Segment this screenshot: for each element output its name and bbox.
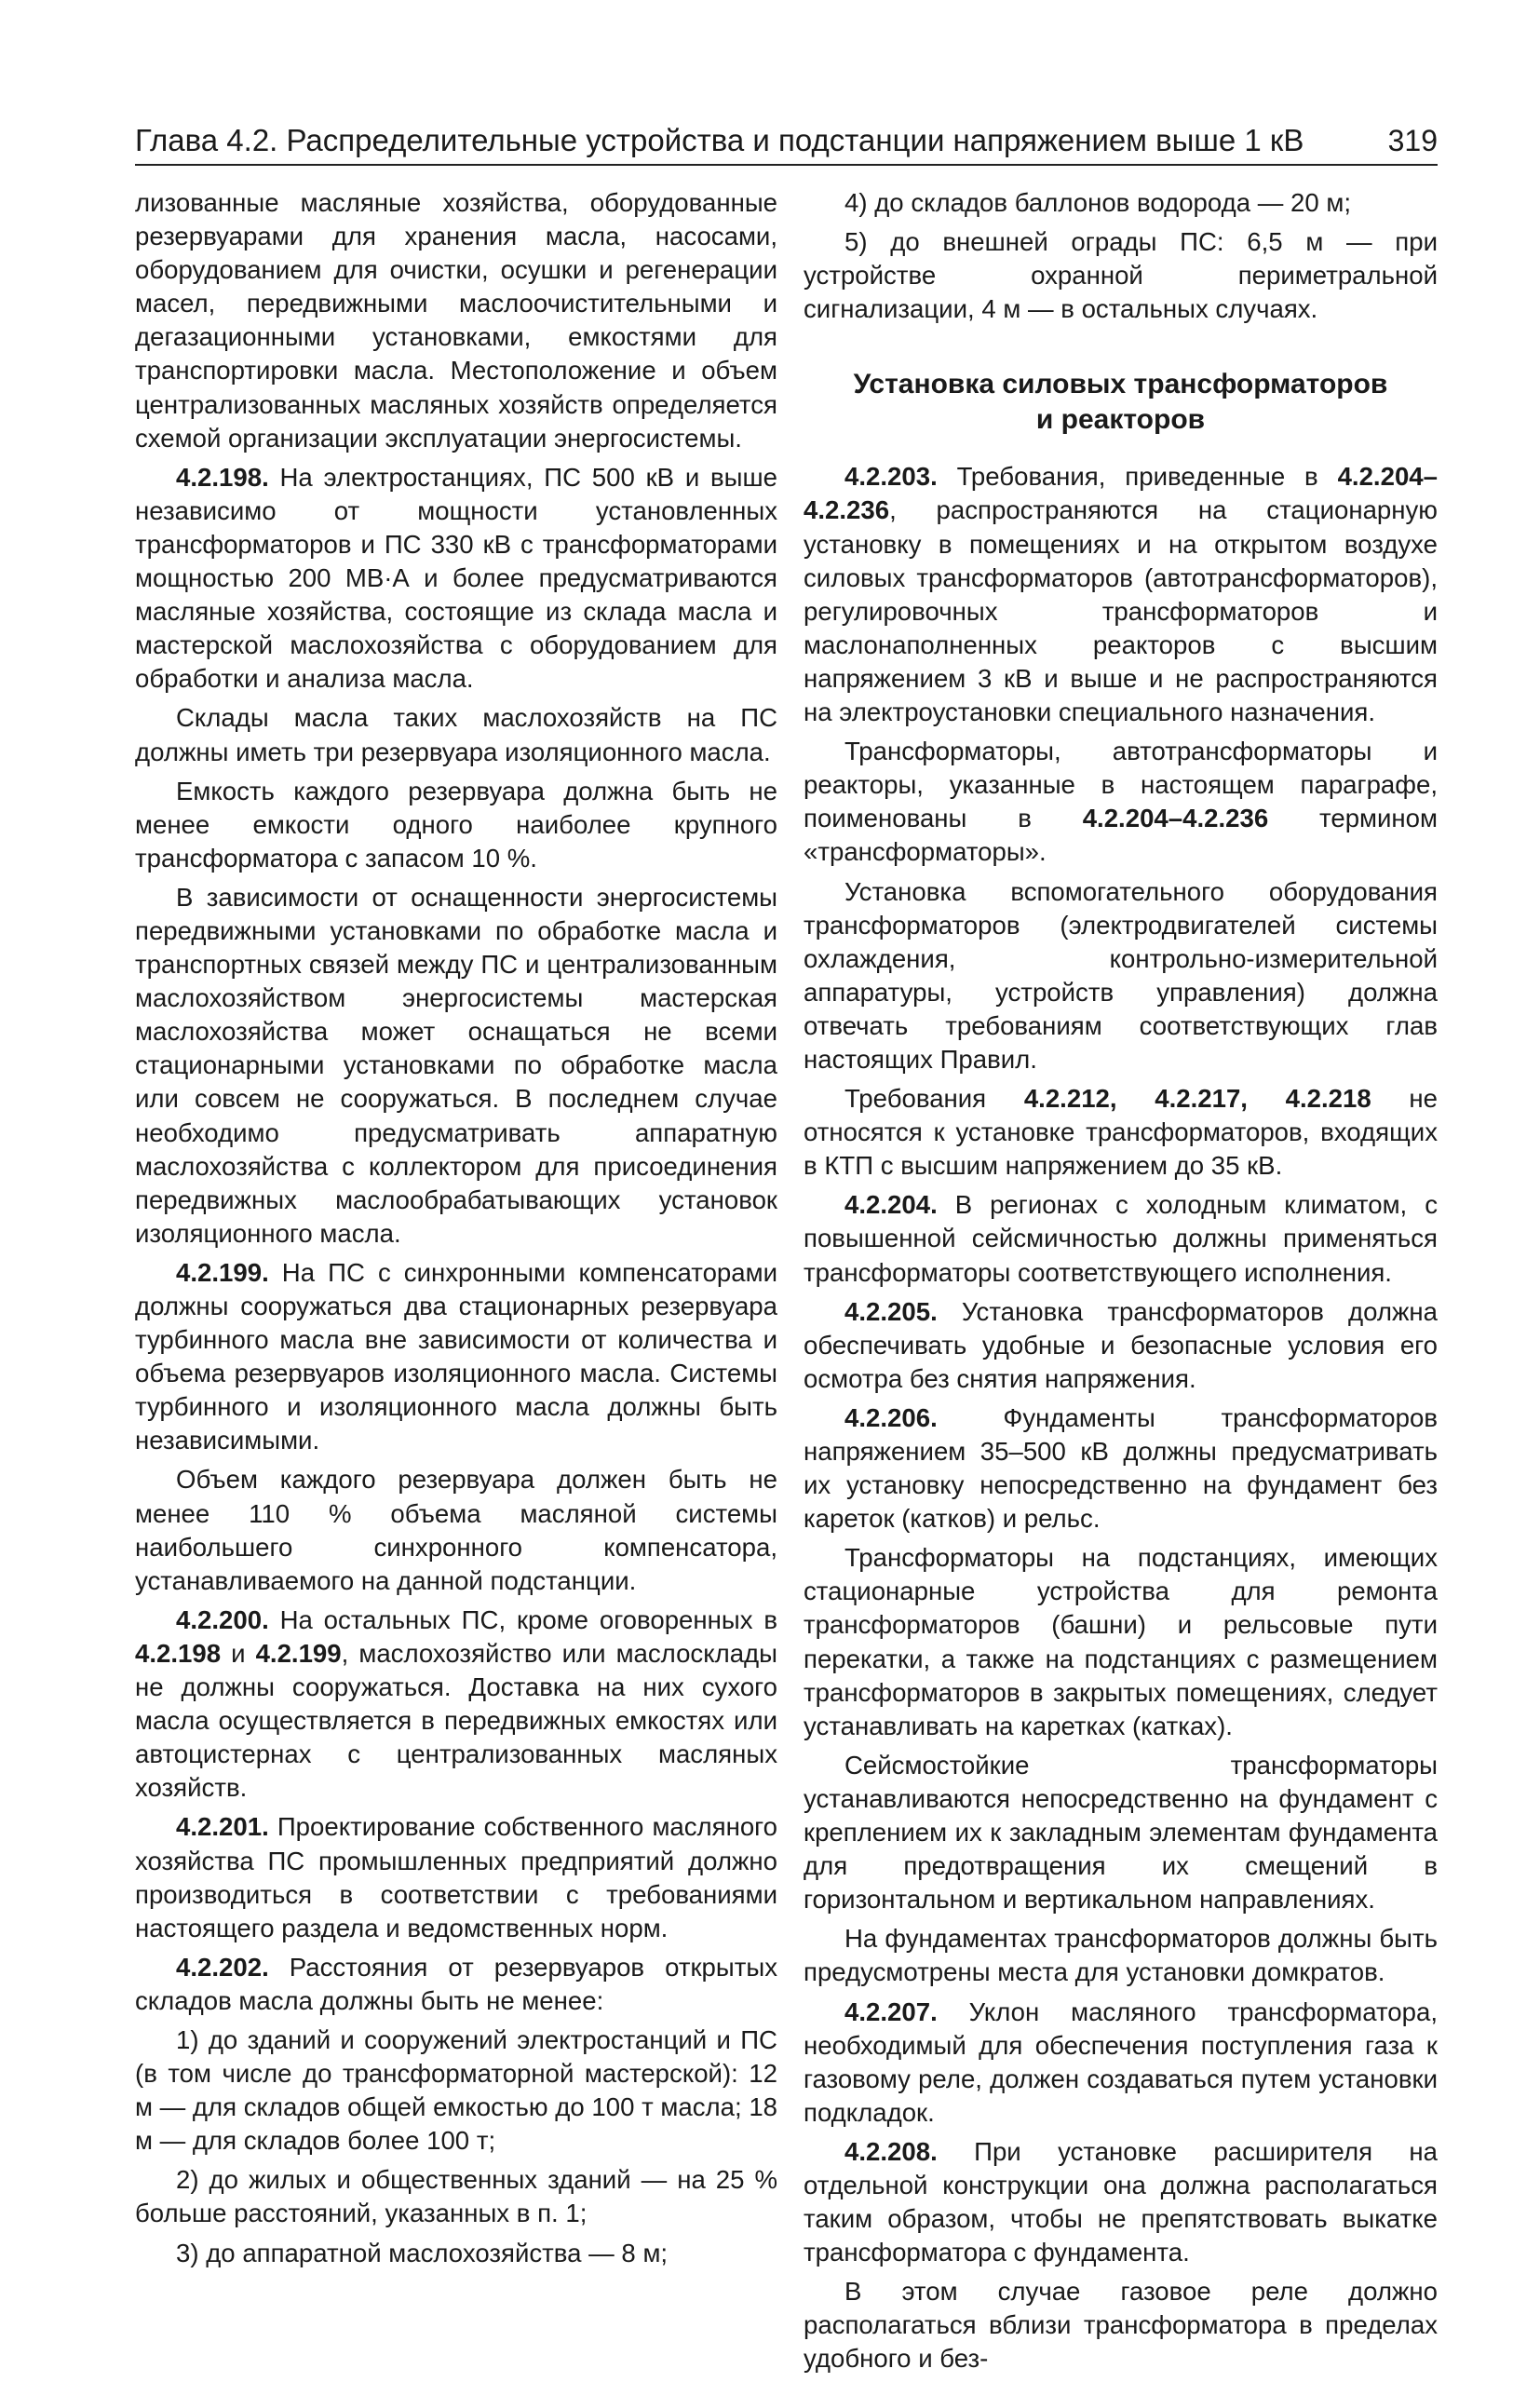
paragraph: В этом случае газовое реле должно располагаться вблизи трансформатора в пределах удобного и без-	[804, 2277, 1438, 2374]
clause-reference: 4.2.199	[255, 1638, 342, 1668]
paragraph-text: Фундаменты трансформаторов напряжением 35–500 кВ должны предусматривать их установку непосредственно на фундамент без кареток (катков) и рельс.	[804, 1402, 1438, 1534]
list-item: 3) до аппаратной маслохозяйства — 8 м;	[176, 2238, 669, 2267]
list-item: 2) до жилых и общественных зданий — на 25 % больше расстояний, указанных в п. 1;	[135, 2165, 777, 2228]
clause-number: 4.2.199.	[176, 1257, 269, 1287]
paragraph-text: Расстояния от резервуаров открытых складов масла должны быть не менее:	[135, 1952, 777, 2015]
page-number: 319	[1387, 124, 1438, 157]
paragraph	[804, 1082, 1438, 1183]
paragraph: На фундаментах трансформаторов должны быть предусмотрены места для установки домкратов.	[804, 1924, 1438, 1987]
left-column	[135, 186, 777, 2276]
paragraph-text: Проектирование собственного масляного хозяйства ПС промышленных предприятий должно производиться в соответствии с требованиями настоящего раздела и ведомственных норм.	[135, 1812, 777, 1942]
paragraph: Объем каждого резервуара должен быть не менее 110 % объема масляной системы наибольшего синхронного компенсатора, устанавливаемого на данной подстанции.	[135, 1465, 777, 1595]
paragraph-text: Установка трансформаторов должна обеспечивать удобные и безопасные условия его осмотра без снятия напряжения.	[804, 1296, 1438, 1393]
clause-number: 4.2.198.	[176, 462, 269, 492]
paragraph-text: При установке расширителя на отдельной конструкции она должна располагаться таким образом, чтобы не препятствовать выкатке трансформатора с фундамента.	[804, 2136, 1438, 2267]
paragraph	[804, 1295, 1438, 1396]
paragraph-text: На остальных ПС, кроме оговоренных в	[268, 1604, 777, 1634]
paragraph-text: , распространяются на стационарную установку в помещениях и на открытом воздухе силовых трансформаторов (автотрансформаторов), регулировочных трансформаторов и маслонаполненных реакторов с высшим напряжением 3 кВ и выше и не распространяются на электроустановки специального назначения.	[804, 495, 1438, 727]
paragraph: Емкость каждого резервуара должна быть не менее емкости одного наиболее крупного трансформатора с запасом 10 %.	[135, 776, 777, 873]
clause-reference: 4.2.204–4.2.236	[804, 462, 1438, 525]
paragraph	[135, 1604, 777, 1806]
paragraph	[135, 1256, 777, 1458]
list-item: 1) до зданий и сооружений электростанций и ПС (в том числе до трансформаторной мастерской): 12 м — для складов общей емкостью до 100 т масла; 18 м — для складов более 100 т;	[135, 2024, 778, 2156]
clause-reference: 4.2.212, 4.2.217, 4.2.218	[1023, 1084, 1371, 1114]
paragraph: Склады масла таких маслохозяйств на ПС должны иметь три резервуара изоляционного масла.	[135, 703, 777, 766]
paragraph-text: Требования	[844, 1084, 1024, 1114]
paragraph	[804, 1401, 1438, 1536]
clause-reference: 4.2.198	[135, 1638, 222, 1668]
paragraph-text: Уклон масляного трансформатора, необходимый для обеспечения поступления газа к газовому реле, должен создаваться путем установки подкладок.	[804, 1996, 1438, 2127]
clause-number: 4.2.202.	[176, 1952, 269, 1982]
paragraph-text: , маслохозяйство или маслосклады не должны сооружаться. Доставка на них сухого масла осуществляется в передвижных емкостях или автоцистернах с централизованных масляных хозяйств.	[135, 1638, 777, 1803]
clause-number: 4.2.204.	[844, 1190, 938, 1220]
clause-number: 4.2.207.	[844, 1996, 938, 2026]
clause-reference: 4.2.204–4.2.236	[1082, 804, 1269, 833]
paragraph	[804, 1996, 1438, 2130]
clause-number: 4.2.203.	[844, 462, 938, 492]
paragraph-text: В регионах с холодным климатом, с повышенной сейсмичностью должны применяться трансформаторы соответствующего исполнения.	[804, 1190, 1438, 1287]
clause-number: 4.2.206.	[844, 1402, 938, 1432]
list-item: 5) до внешней ограды ПС: 6,5 м — при устройстве охранной периметральной сигнализации, 4 м — в остальных случаях.	[804, 227, 1438, 324]
clause-number: 4.2.205.	[844, 1296, 938, 1326]
paragraph	[135, 1810, 777, 1944]
paragraph	[804, 735, 1438, 869]
paragraph	[135, 1951, 777, 2018]
clause-number: 4.2.208.	[844, 2136, 938, 2166]
paragraph-text: На ПС с синхронными компенсаторами должны сооружаться два стационарных резервуара турбинного масла вне зависимости от количества и объема резервуаров изоляционного масла. Системы турбинного и изоляционного масла должны быть независимыми.	[135, 1257, 777, 1455]
paragraph: Сейсмостойкие трансформаторы устанавливаются непосредственно на фундамент с креплением их к закладным элементам фундамента для предотвращения их смещений в горизонтальном и вертикальном направлениях.	[804, 1750, 1438, 1915]
chapter-title: Глава 4.2. Распределительные устройства и подстанции напряжением выше 1 кВ	[135, 123, 1304, 157]
section-heading	[804, 367, 1438, 438]
paragraph-text: и	[221, 1638, 256, 1668]
clause-number: 4.2.200.	[176, 1604, 269, 1634]
paragraph: Трансформаторы на подстанциях, имеющих стационарные устройства для ремонта трансформаторов (башни) и рельсовые пути перекатки, а также на подстанциях с размещением трансформаторов в закрытых помещениях, следует устанавливать на каретках (катках).	[804, 1543, 1438, 1740]
paragraph-text: На электростанциях, ПС 500 кВ и выше независимо от мощности установленных трансформаторов и ПС 330 кВ с трансформаторами мощностью 200 МВ·А и более предусматриваются масляные хозяйства, состоящие из склада масла и мастерской маслохозяйства с оборудованием для обработки и анализа масла.	[135, 462, 777, 694]
paragraph: Установка вспомогательного оборудования трансформаторов (электродвигателей системы охлаждения, контрольно-измерительной аппаратуры, устройств управления) должна отвечать требованиям соответствующих глав настоящих Правил.	[804, 876, 1438, 1074]
paragraph	[804, 460, 1438, 729]
paragraph-text: Трансформаторы, автотрансформаторы и реакторы, указанные в настоящем параграфе, поименованы в	[804, 737, 1438, 833]
paragraph-text: Требования, приведенные в	[937, 462, 1338, 492]
page-header	[135, 110, 1438, 166]
paragraph-text: не относятся к установке трансформаторов, входящих в КТП с высшим напряжением до 35 кВ.	[804, 1084, 1439, 1181]
right-column	[804, 186, 1438, 2382]
list-item: 4) до складов баллонов водорода — 20 м;	[844, 188, 1351, 217]
section-heading-line: и реакторов	[1035, 404, 1206, 436]
clause-number: 4.2.201.	[176, 1812, 269, 1842]
section-heading-line: Установка силовых трансформаторов	[853, 369, 1388, 400]
paragraph	[804, 1188, 1438, 1289]
paragraph-text: термином «трансформаторы».	[804, 804, 1438, 867]
paragraph	[135, 461, 777, 697]
paragraph: В зависимости от оснащенности энергосистемы передвижными установками по обработке масла и транспортных связей между ПС и централизованным маслохозяйством энергосистемы мастерская маслохозяйства может оснащаться не всеми стационарными установками по обработке масла или совсем не сооружаться. В последнем случае необходимо предусматривать аппаратную маслохозяйства с коллектором для присоединения передвижных маслообрабатывающих установок изоляционного масла.	[135, 882, 777, 1248]
paragraph	[804, 2135, 1438, 2269]
paragraph: лизованные масляные хозяйства, оборудованные резервуарами для хранения масла, насосами, оборудованием для очистки, осушки и регенерации масел, передвижными маслоочистительными и дегазационными установками, емкостями для транспортировки масла. Местоположение и объем централизованных масляных хозяйств определяется схемой организации эксплуатации энергосистемы.	[135, 188, 777, 453]
